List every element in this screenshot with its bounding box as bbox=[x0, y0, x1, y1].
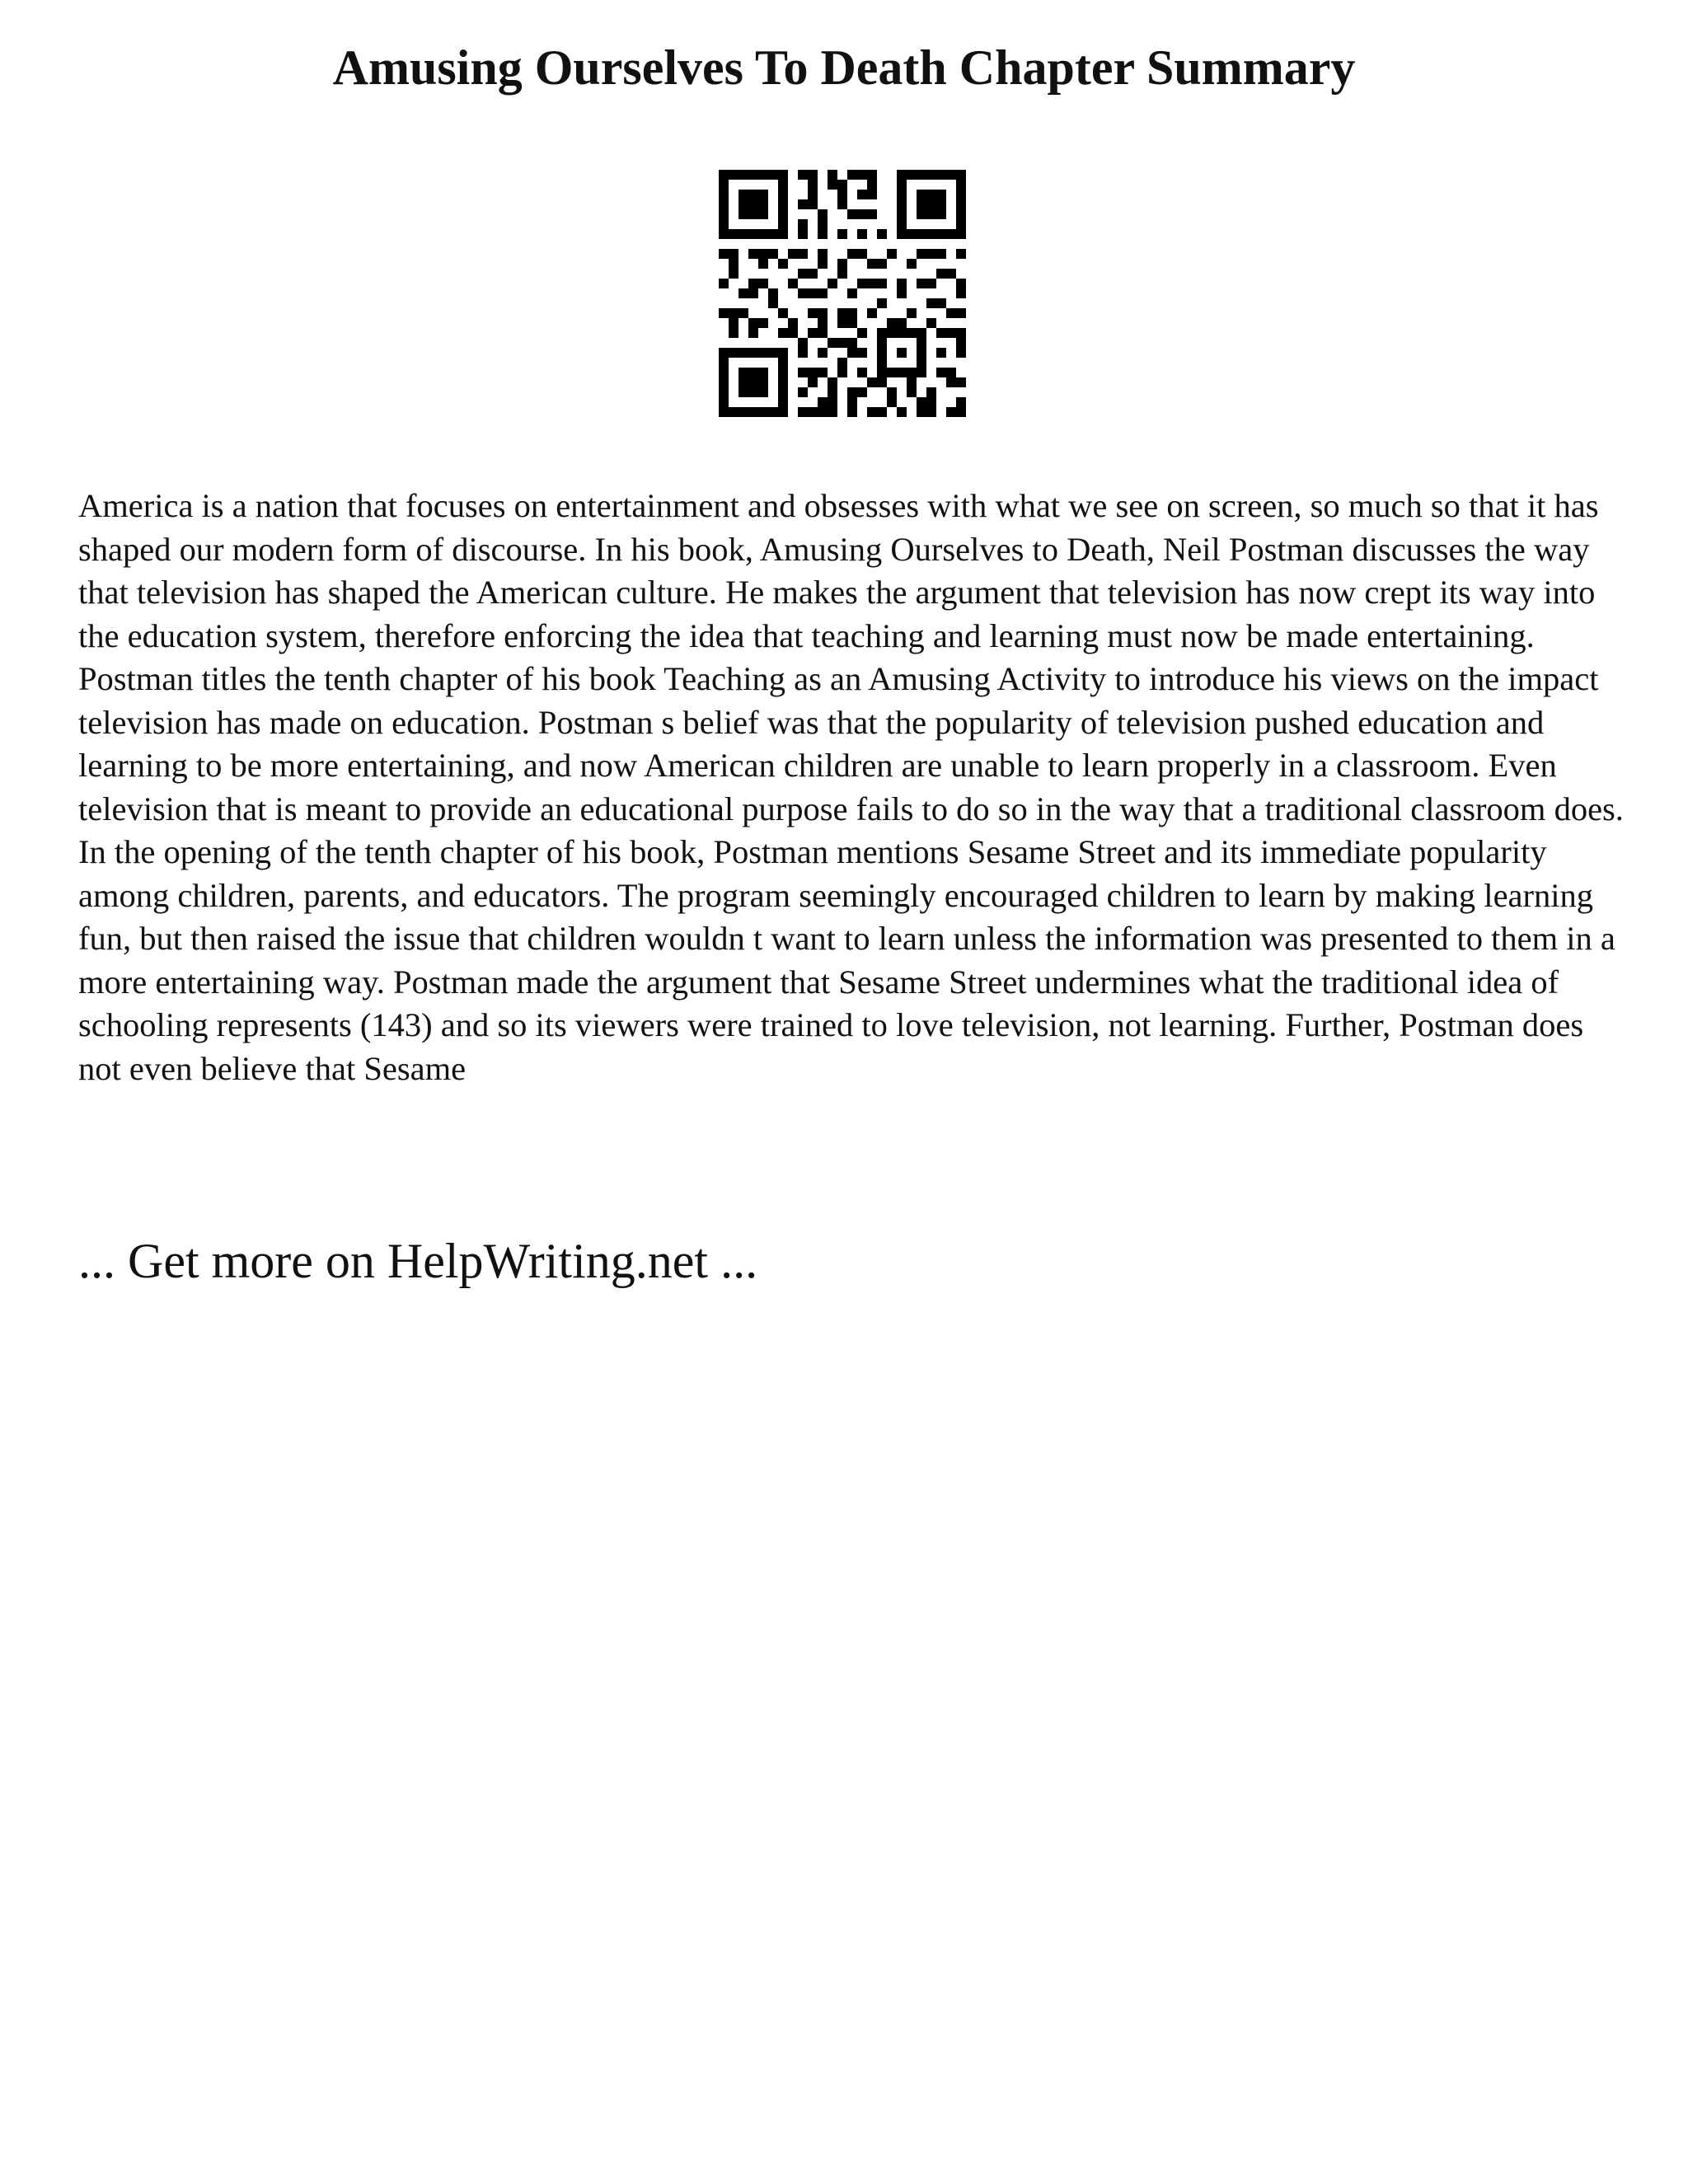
paragraph: Postman titles the tenth chapter of his book Teaching as an Amusing Activity to introduce his views on the impact television has made on education. Postman s belief was that the popularity of television pushed education and learning to be more entertaining, and now American children are unable to learn properly in a classroom. Even television that is meant to provide an educational purpose fails to do so in the way that a traditional classroom does. bbox=[78, 660, 1624, 827]
document-body bbox=[78, 485, 1628, 1090]
paragraph: In the opening of the tenth chapter of his book, Postman mentions Sesame Street and its immediate popularity among children, parents, and educators. The program seemingly encouraged children to learn by making learning fun, but then raised the issue that children wouldn t want to learn unless the information was presented to them in a more entertaining way. Postman made the argument that Sesame Street undermines what the traditional idea of schooling represents (143) and so its viewers were trained to love television, not learning. Further, Postman does not even believe that Sesame bbox=[78, 833, 1615, 1087]
qr-code-icon bbox=[719, 170, 966, 417]
paragraph: America is a nation that focuses on entertainment and obsesses with what we see on screen, so much so that it has shaped our modern form of discourse. In his book, Amusing Ourselves to Death, Neil Postman discusses the way that television has shaped the American culture. He makes the argument that television has now crept its way into the education system, therefore enforcing the idea that teaching and learning must now be made entertaining. bbox=[78, 487, 1599, 654]
get-more-link[interactable]: ... Get more on HelpWriting.net ... bbox=[78, 1234, 758, 1288]
page-title: Amusing Ourselves To Death Chapter Summary bbox=[332, 40, 1356, 95]
